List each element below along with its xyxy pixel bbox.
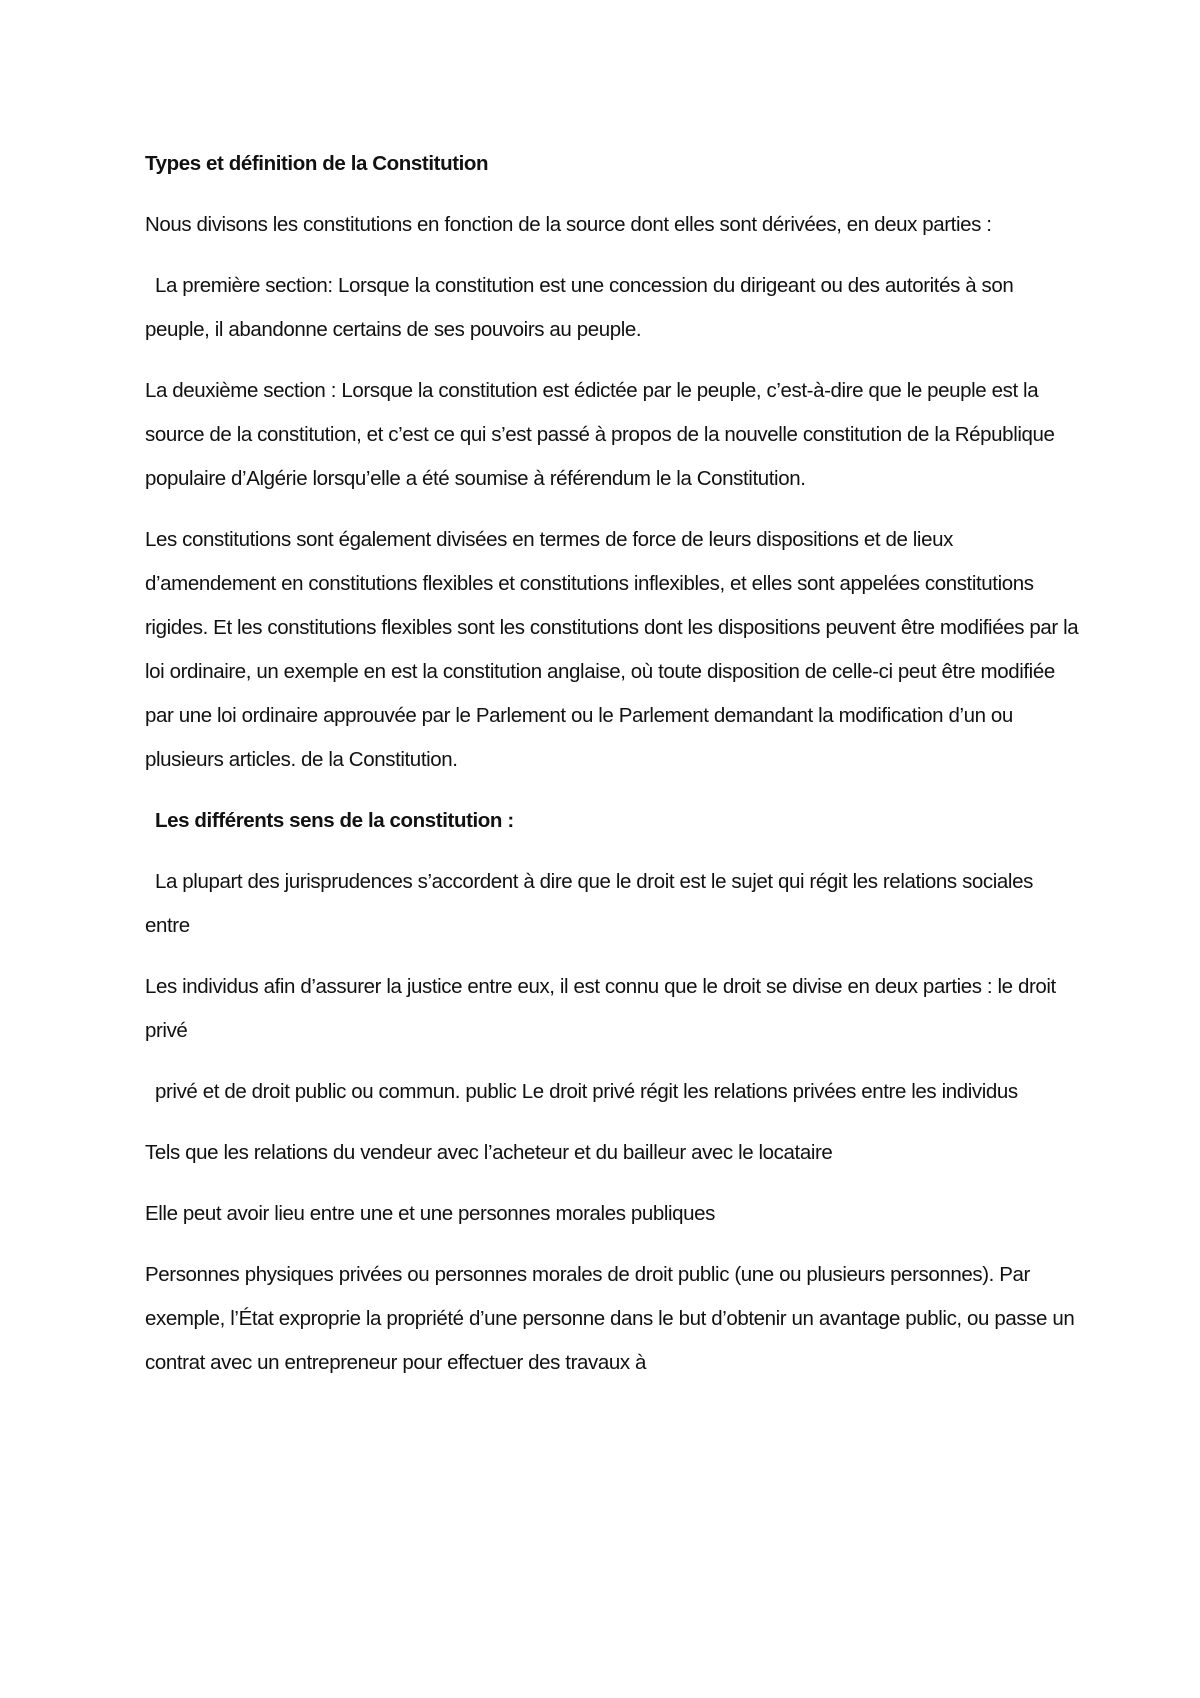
paragraph: La première section: Lorsque la constitution est une concession du dirigeant ou des autorités à son peuple, il abandonne certains de ses pouvoirs au peuple. xyxy=(145,274,1014,341)
paragraph: Nous divisons les constitutions en fonction de la source dont elles sont dérivées, en deux parties : xyxy=(145,213,992,236)
paragraph: privé et de droit public ou commun. public Le droit privé régit les relations privées entre les individus xyxy=(155,1080,1018,1103)
paragraph: La plupart des jurisprudences s’accordent à dire que le droit est le sujet qui régit les relations sociales entre xyxy=(145,870,1033,937)
paragraph: Elle peut avoir lieu entre une et une personnes morales publiques xyxy=(145,1202,716,1225)
paragraph: Les constitutions sont également divisées en termes de force de leurs dispositions et de lieux d’amendement en constitutions flexibles et constitutions inflexibles, et elles sont appelées constitutions rigides. Et les constitutions flexibles sont les constitutions dont les dispositions peuvent être modifiées par la loi ordinaire, un exemple en est la constitution anglaise, où toute disposition de celle-ci peut être modifiée par une loi ordinaire approuvée par le Parlement ou le Parlement demandant la modification d’un ou plusieurs articles. de la Constitution. xyxy=(145,528,1079,771)
paragraph: Personnes physiques privées ou personnes morales de droit public (une ou plusieurs personnes). Par exemple, l’État exproprie la propriété d’une personne dans le but d’obtenir un avantage public, ou passe un contrat avec un entrepreneur pour effectuer des travaux à xyxy=(145,1263,1075,1374)
paragraph: Les individus afin d’assurer la justice entre eux, il est connu que le droit se divise en deux parties : le droit privé xyxy=(145,975,1056,1042)
section-subheading: Les différents sens de la constitution : xyxy=(155,809,514,832)
document-title: Types et définition de la Constitution xyxy=(145,152,489,175)
paragraph: Tels que les relations du vendeur avec l’acheteur et du bailleur avec le locataire xyxy=(145,1141,833,1164)
document-body xyxy=(145,142,1080,1402)
paragraph: La deuxième section : Lorsque la constitution est édictée par le peuple, c’est-à-dire que le peuple est la source de la constitution, et c’est ce qui s’est passé à propos de la nouvelle constitution de la République populaire d’Algérie lorsqu’elle a été soumise à référendum le la Constitution. xyxy=(145,379,1055,490)
